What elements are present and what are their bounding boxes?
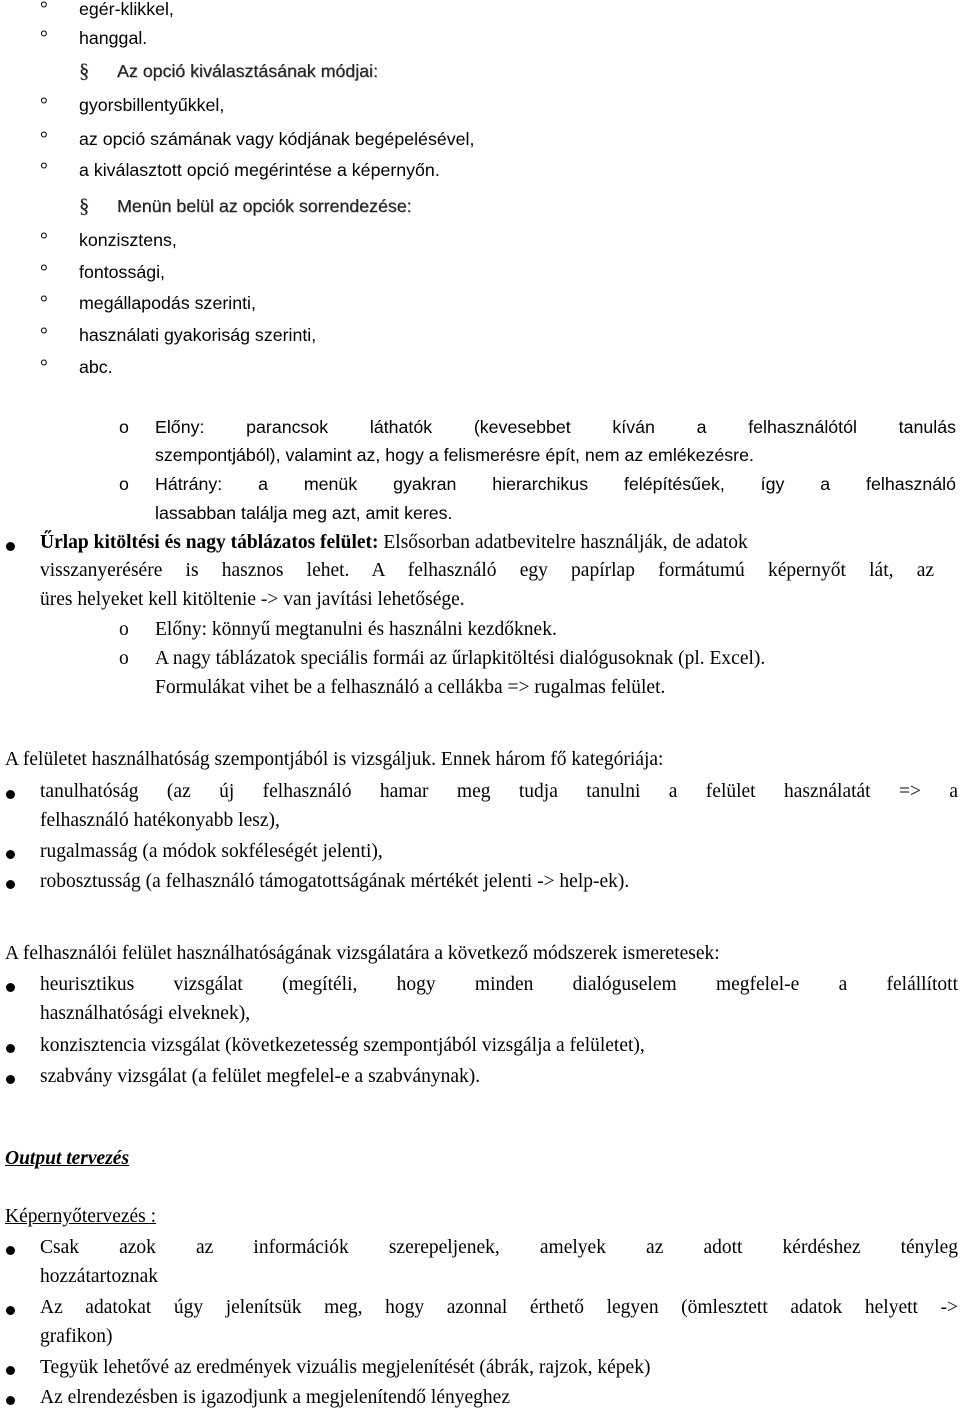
methods-item-cont: használhatósági elveknek), xyxy=(40,1003,251,1024)
circle-bullet-icon: o xyxy=(119,474,129,494)
form-sub-item-cont: Formulákat vihet be a felhasználó a cellákba => rugalmas felület. xyxy=(155,677,666,698)
form-sub-item: Előny: könnyű megtanulni és használni kezdőknek. xyxy=(155,619,557,640)
circle-bullet-icon: o xyxy=(119,619,129,640)
degree-bullet-icon: ° xyxy=(40,293,48,314)
form-paragraph-line2: visszanyerésére is hasznos lehet. A felhasználó egy papírlap formátumú képernyőt lát, az xyxy=(40,560,934,581)
bullet-dot-icon xyxy=(6,542,15,551)
list-item: használati gyakoriság szerinti, xyxy=(79,325,317,345)
bullet-dot-icon xyxy=(6,1366,15,1375)
output-item-cont: hozzátartoznak xyxy=(40,1266,159,1287)
bullet-dot-icon xyxy=(6,1396,15,1405)
bullet-dot-icon xyxy=(6,850,15,859)
list-item: az opció számának vagy kódjának begépelésével, xyxy=(79,129,475,149)
pro-text: Előny: parancsok láthatók (kevesebbet kíván a felhasználótól tanulás xyxy=(155,417,956,437)
list-item: abc. xyxy=(79,357,113,377)
methods-intro: A felhasználói felület használhatóságának vizsgálatára a következő módszerek ismeretesek: xyxy=(5,943,720,964)
list-item: a kiválasztott opció megérintése a képernyőn. xyxy=(79,160,440,180)
degree-bullet-icon: ° xyxy=(40,129,48,150)
bullet-dot-icon xyxy=(6,1246,15,1255)
degree-bullet-icon: ° xyxy=(40,325,48,346)
methods-item: heurisztikus vizsgálat (megítéli, hogy minden dialóguselem megfelel-e a felállított xyxy=(40,974,958,995)
list-item: gyorsbillentyűkkel, xyxy=(79,95,225,115)
degree-bullet-icon: ° xyxy=(40,262,48,283)
usability-item: rugalmasság (a módok sokféleségét jelenti), xyxy=(40,841,383,862)
usability-item-cont: felhasználó hatékonyabb lesz), xyxy=(40,810,280,831)
degree-bullet-icon: ° xyxy=(40,28,48,49)
output-item: Az elrendezésben is igazodjunk a megjelenítendő lényeghez xyxy=(40,1387,510,1408)
list-item: konzisztens, xyxy=(79,230,177,250)
output-subheading: Képernyőtervezés : xyxy=(5,1206,157,1227)
bullet-dot-icon xyxy=(6,790,15,799)
output-item: Tegyük lehetővé az eredmények vizuális megjelenítését (ábrák, rajzok, képek) xyxy=(40,1357,651,1378)
output-heading: Output tervezés xyxy=(5,1148,130,1169)
form-paragraph-line3: üres helyeket kell kitöltenie -> van javítási lehetősége. xyxy=(40,589,465,610)
list-item: hanggal. xyxy=(79,28,148,48)
form-desc: Elsősorban adatbevitelre használják, de adatok xyxy=(383,532,748,553)
list-item: egér-klikkel, xyxy=(79,0,174,19)
degree-bullet-icon: ° xyxy=(40,230,48,251)
form-paragraph-line1 xyxy=(40,528,958,558)
bullet-dot-icon xyxy=(6,983,15,992)
usability-intro: A felületet használhatóság szempontjából is vizsgáljuk. Ennek három fő kategóriája: xyxy=(5,749,664,770)
con-text-cont: lassabban találja meg azt, amit keres. xyxy=(155,503,453,523)
section-heading: Menün belül az opciók sorrendezése: xyxy=(117,196,412,216)
list-item: megállapodás szerinti, xyxy=(79,293,256,313)
bullet-dot-icon xyxy=(6,1306,15,1315)
section-marker-icon: § xyxy=(79,195,89,217)
bullet-dot-icon xyxy=(6,880,15,889)
degree-bullet-icon: ° xyxy=(40,95,48,116)
bullet-dot-icon xyxy=(6,1044,15,1053)
section-heading: Az opció kiválasztásának módjai: xyxy=(117,61,378,81)
usability-item: tanulhatóság (az új felhasználó hamar meg tudja tanulni a felület használatát => a xyxy=(40,781,958,802)
form-sub-item: A nagy táblázatok speciális formái az űrlapkitöltési dialógusoknak (pl. Excel). xyxy=(155,648,766,669)
section-marker-icon: § xyxy=(79,60,89,82)
degree-bullet-icon: ° xyxy=(40,0,48,20)
degree-bullet-icon: ° xyxy=(40,357,48,378)
circle-bullet-icon: o xyxy=(119,648,129,669)
bullet-dot-icon xyxy=(6,1075,15,1084)
methods-item: konzisztencia vizsgálat (következetesség szempontjából vizsgálja a felületet), xyxy=(40,1035,645,1056)
degree-bullet-icon: ° xyxy=(40,160,48,181)
output-item: Az adatokat úgy jelenítsük meg, hogy azonnal érthető legyen (ömlesztett adatok helyett -> xyxy=(40,1297,958,1318)
circle-bullet-icon: o xyxy=(119,417,129,437)
con-text: Hátrány: a menük gyakran hierarchikus felépítésűek, így a felhasználó xyxy=(155,474,956,494)
form-term: Űrlap kitöltési és nagy táblázatos felület: xyxy=(40,532,379,553)
list-item: fontossági, xyxy=(79,262,165,282)
pro-text-cont: szempontjából), valamint az, hogy a felismerésre épít, nem az emlékezésre. xyxy=(155,445,754,465)
output-item: Csak azok az információk szerepeljenek, amelyek az adott kérdéshez tényleg xyxy=(40,1237,958,1258)
output-item-cont: grafikon) xyxy=(40,1326,113,1347)
methods-item: szabvány vizsgálat (a felület megfelel-e a szabványnak). xyxy=(40,1066,481,1087)
usability-item: robosztusság (a felhasználó támogatottságának mértékét jelenti -> help-ek). xyxy=(40,871,630,892)
